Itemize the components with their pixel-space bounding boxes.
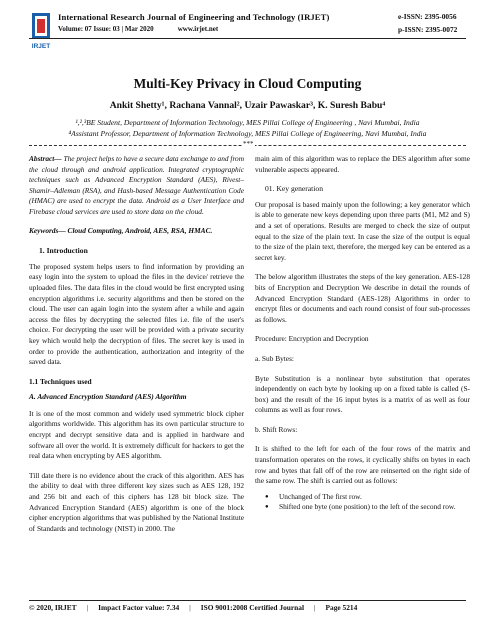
volume-issue: Volume: 07 Issue: 03 | Mar 2020	[58, 25, 154, 33]
page-footer: © 2020, IRJET | Impact Factor value: 7.34 | ISO 9001:2008 Certified Journal | Page 5214	[29, 603, 358, 612]
right-column	[255, 154, 470, 513]
left-column	[29, 154, 244, 534]
aes-heading: A. Advanced Encryption Standard (AES) Algorithm	[29, 392, 187, 402]
techniques-heading: 1.1 Techniques used	[29, 376, 92, 386]
shift-rows-list	[255, 492, 470, 513]
author-list: Ankit Shetty¹, Rachana Vannal², Uzair Pawaskar³, K. Suresh Babu⁴	[109, 100, 386, 111]
abstract	[29, 154, 244, 218]
journal-header	[0, 0, 495, 64]
steps-paragraph: The below algorithm illustrates the steps of the key generation. AES-128 bits of Encryption and Decryption We describe in detail the rounds of Advanced Encryption Standard (AES-128) Algorithms in order to encrypt files or documents and each round consist of four sub-processes as follows.	[255, 272, 470, 324]
sub-bytes-heading: a. Sub Bytes:	[255, 353, 294, 363]
keygen-heading: 01. Key generation	[265, 184, 323, 194]
list-item: ● Shifted one byte (one position) to the left of the second row.	[255, 502, 470, 513]
keygen-paragraph: Our proposal is based mainly upon the following; a key generator which is able to generate new keys depending upon three parts (M1, M2 and S) and a set of operations. Results are merged to check the size of output equal to the size of the plain text. In case the size of the output is equal to the size of the plain text, therefore, the merged key can be entered as a secret key.	[255, 199, 470, 262]
journal-title: International Research Journal of Engineering and Technology (IRJET)	[58, 12, 330, 22]
paper-title: Multi-Key Privacy in Cloud Computing	[133, 76, 362, 91]
p-issn: p-ISSN: 2395-0072	[398, 25, 458, 34]
aes-continued-paragraph: main aim of this algorithm was to replace the DES algorithm after some vulnerable aspects appeared.	[255, 154, 470, 174]
sub-bytes-paragraph: Byte Substitution is a nonlinear byte substitution that operates independently on each byte by looking up on a fixed table is called (S-box) and the result of the 16 input bytes is a matrix of as well as four columns as well as four rows.	[255, 373, 470, 415]
header-divider	[29, 38, 466, 39]
footer-copyright: © 2020, IRJET	[29, 603, 77, 612]
procedure-heading: Procedure: Encryption and Decryption	[255, 334, 369, 344]
footer-iso: ISO 9001:2008 Certified Journal	[200, 603, 305, 612]
list-item: ● Unchanged of The first row.	[255, 492, 470, 503]
separator-stars: ***	[243, 140, 254, 148]
e-issn: e-ISSN: 2395-0056	[398, 12, 457, 21]
journal-website[interactable]: www.irjet.net	[177, 25, 219, 33]
shift-rows-paragraph: It is shifted to the left for each of the four rows of the matrix and transformation operates on the rows, it cyclically shifts on bytes in each row and bytes that fall off of the row are reinserted on the right side of the same row. The shift is carried out as follows:	[255, 444, 470, 486]
shift-rows-heading: b. Shift Rows:	[255, 424, 298, 434]
abstract-label: Abstract—	[29, 154, 62, 163]
footer-page-number: Page 5214	[325, 603, 358, 612]
svg-text:IRJET: IRJET	[31, 43, 51, 50]
keywords: Keywords— Cloud Computing, Android, AES, RSA, HMAC.	[29, 225, 213, 235]
volume-issue-line	[58, 25, 218, 33]
aes-paragraph-1: It is one of the most common and widely used symmetric block cipher algorithms worldwide. This algorithm has its own particular structure to encrypt and decrypt sensitive data and is applied in hardware and software all over the world. It is extremely difficult for hackers to get the real data when encrypting by AES algorithm.	[29, 408, 244, 461]
irjet-logo	[29, 11, 53, 51]
footer-impact-factor: Impact Factor value: 7.34	[98, 603, 180, 612]
aes-paragraph-2: Till date there is no evidence about the crack of this algorithm. AES has the ability to deal with three different key sizes such as AES 128, 192 and 256 bit and each of this ciphers has 128 bit block size. The Advanced Encryption Standard (AES) algorithm is one of the block cipher encryption algorithms that was published by the National Institute of Standards and technology (NIST) in 2000. The	[29, 470, 244, 533]
footer-divider	[29, 600, 466, 601]
affiliation-students: ¹,²,³BE Student, Department of Information Technology, MES Pillai College of Engineering , Navi Mumbai, India	[75, 118, 420, 127]
intro-heading: 1. Introduction	[39, 246, 88, 256]
intro-paragraph: The proposed system helps users to find information by providing an easy login into the system to upload the files in the device/ retrieve the uploaded files. The data files in the cloud would be first encrypted using encryption algorithms i.e. security algorithms and then be stored on the cloud. The user can again login into the system after a while and again access the files by decrypting the selected files i.e. file of the user's choice. For decrypting the user will be provided with a private security key which would help the decryption of files. The secret key is used in order to provide the authentication, authorization and integrity of the saved data.	[29, 261, 244, 367]
affiliation-professor: ⁴Assistant Professor, Department of Information Technology, MES Pillai College of Engineering, Navi Mumbai, India	[68, 129, 427, 138]
abstract-text: The project helps to have a secure data exchange to and from the cloud through and android application. Integrated cryptographic techniques such as Advanced Encryption Standard (AES), Rivest–Shamir–Adleman (RSA), and Hash-based Message Authentication Code (HMAC) are used to encrypt the data. Android as a User Interface and Firebase cloud services are used to store data on the cloud.	[29, 154, 244, 216]
